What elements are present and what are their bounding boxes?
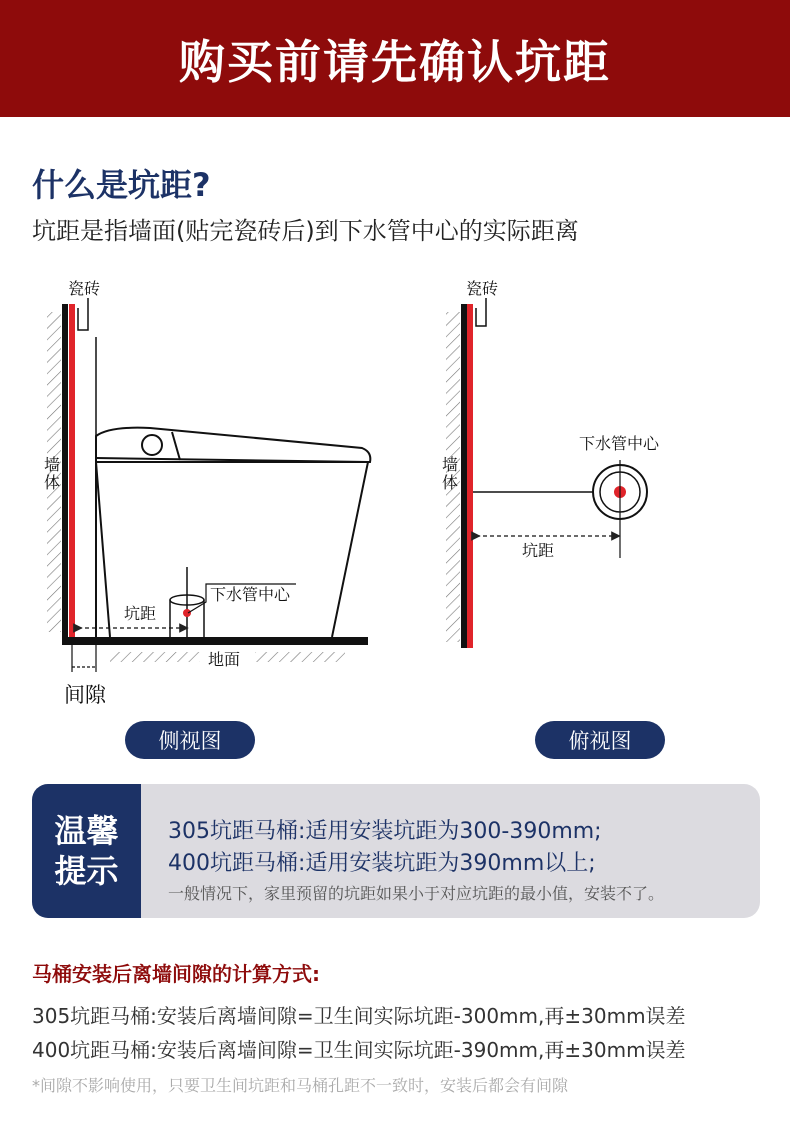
tip-line-305: 305坑距马桶:适用安装坑距为300-390mm; [168, 819, 602, 844]
floor-line [62, 637, 368, 645]
calc-line-305: 305坑距马桶:安装后离墙间隙=卫生间实际坑距-300mm,再±30mm误差 [32, 1004, 686, 1028]
toilet-lid [96, 428, 370, 462]
gap-label: 间隙 [64, 683, 106, 707]
tip-label [32, 784, 141, 918]
tip-line-400: 400坑距马桶:适用安装坑距为390mm以上; [168, 851, 596, 876]
definition-text: 坑距是指墙面(贴完瓷砖后)到下水管中心的实际距离 [32, 217, 579, 245]
tip-box [32, 784, 760, 918]
top-view-button[interactable]: 俯视图 [535, 721, 665, 759]
tip-note: 一般情况下，家里预留的坑距如果小于对应坑距的最小值，安装不了。 [168, 884, 665, 903]
side-pipe-label: 下水管中心 [210, 585, 291, 604]
pit-distance-diagram [0, 262, 790, 712]
top-view-diagram [442, 279, 660, 648]
side-view-diagram [44, 279, 370, 707]
tip-label-line1: 温馨 [54, 812, 119, 850]
tile-label: 瓷砖 [68, 279, 101, 298]
section-question: 什么是坑距? [32, 166, 211, 204]
tip-label-line2: 提示 [54, 852, 119, 890]
top-tile-layer [467, 304, 473, 648]
top-wall-line [461, 304, 467, 648]
calc-line-400: 400坑距马桶:安装后离墙间隙=卫生间实际坑距-390mm,再±30mm误差 [32, 1038, 686, 1062]
page-title: 购买前请先确认坑距 [179, 34, 611, 89]
floor-label: 地面 [208, 650, 241, 669]
top-wall-label-1: 墙 [442, 455, 459, 474]
toilet-button [142, 435, 162, 455]
footnote: *间隙不影响使用，只要卫生间坑距和马桶孔距不一致时，安装后都会有间隙 [32, 1076, 569, 1095]
side-distance-label: 坑距 [124, 604, 157, 623]
top-pipe-label: 下水管中心 [579, 434, 660, 453]
top-wall-label-2: 体 [442, 473, 459, 492]
wall-line [62, 304, 68, 640]
top-distance-label: 坑距 [522, 541, 555, 560]
side-view-button[interactable]: 侧视图 [125, 721, 255, 759]
pipe-center-dot [183, 609, 191, 617]
top-tile-label: 瓷砖 [466, 279, 499, 298]
wall-label-1: 墙 [44, 455, 61, 474]
wall-label-2: 体 [44, 473, 61, 492]
calc-title: 马桶安装后离墙间隙的计算方式: [32, 962, 320, 986]
header-banner [0, 0, 790, 117]
tile-layer [69, 304, 75, 640]
